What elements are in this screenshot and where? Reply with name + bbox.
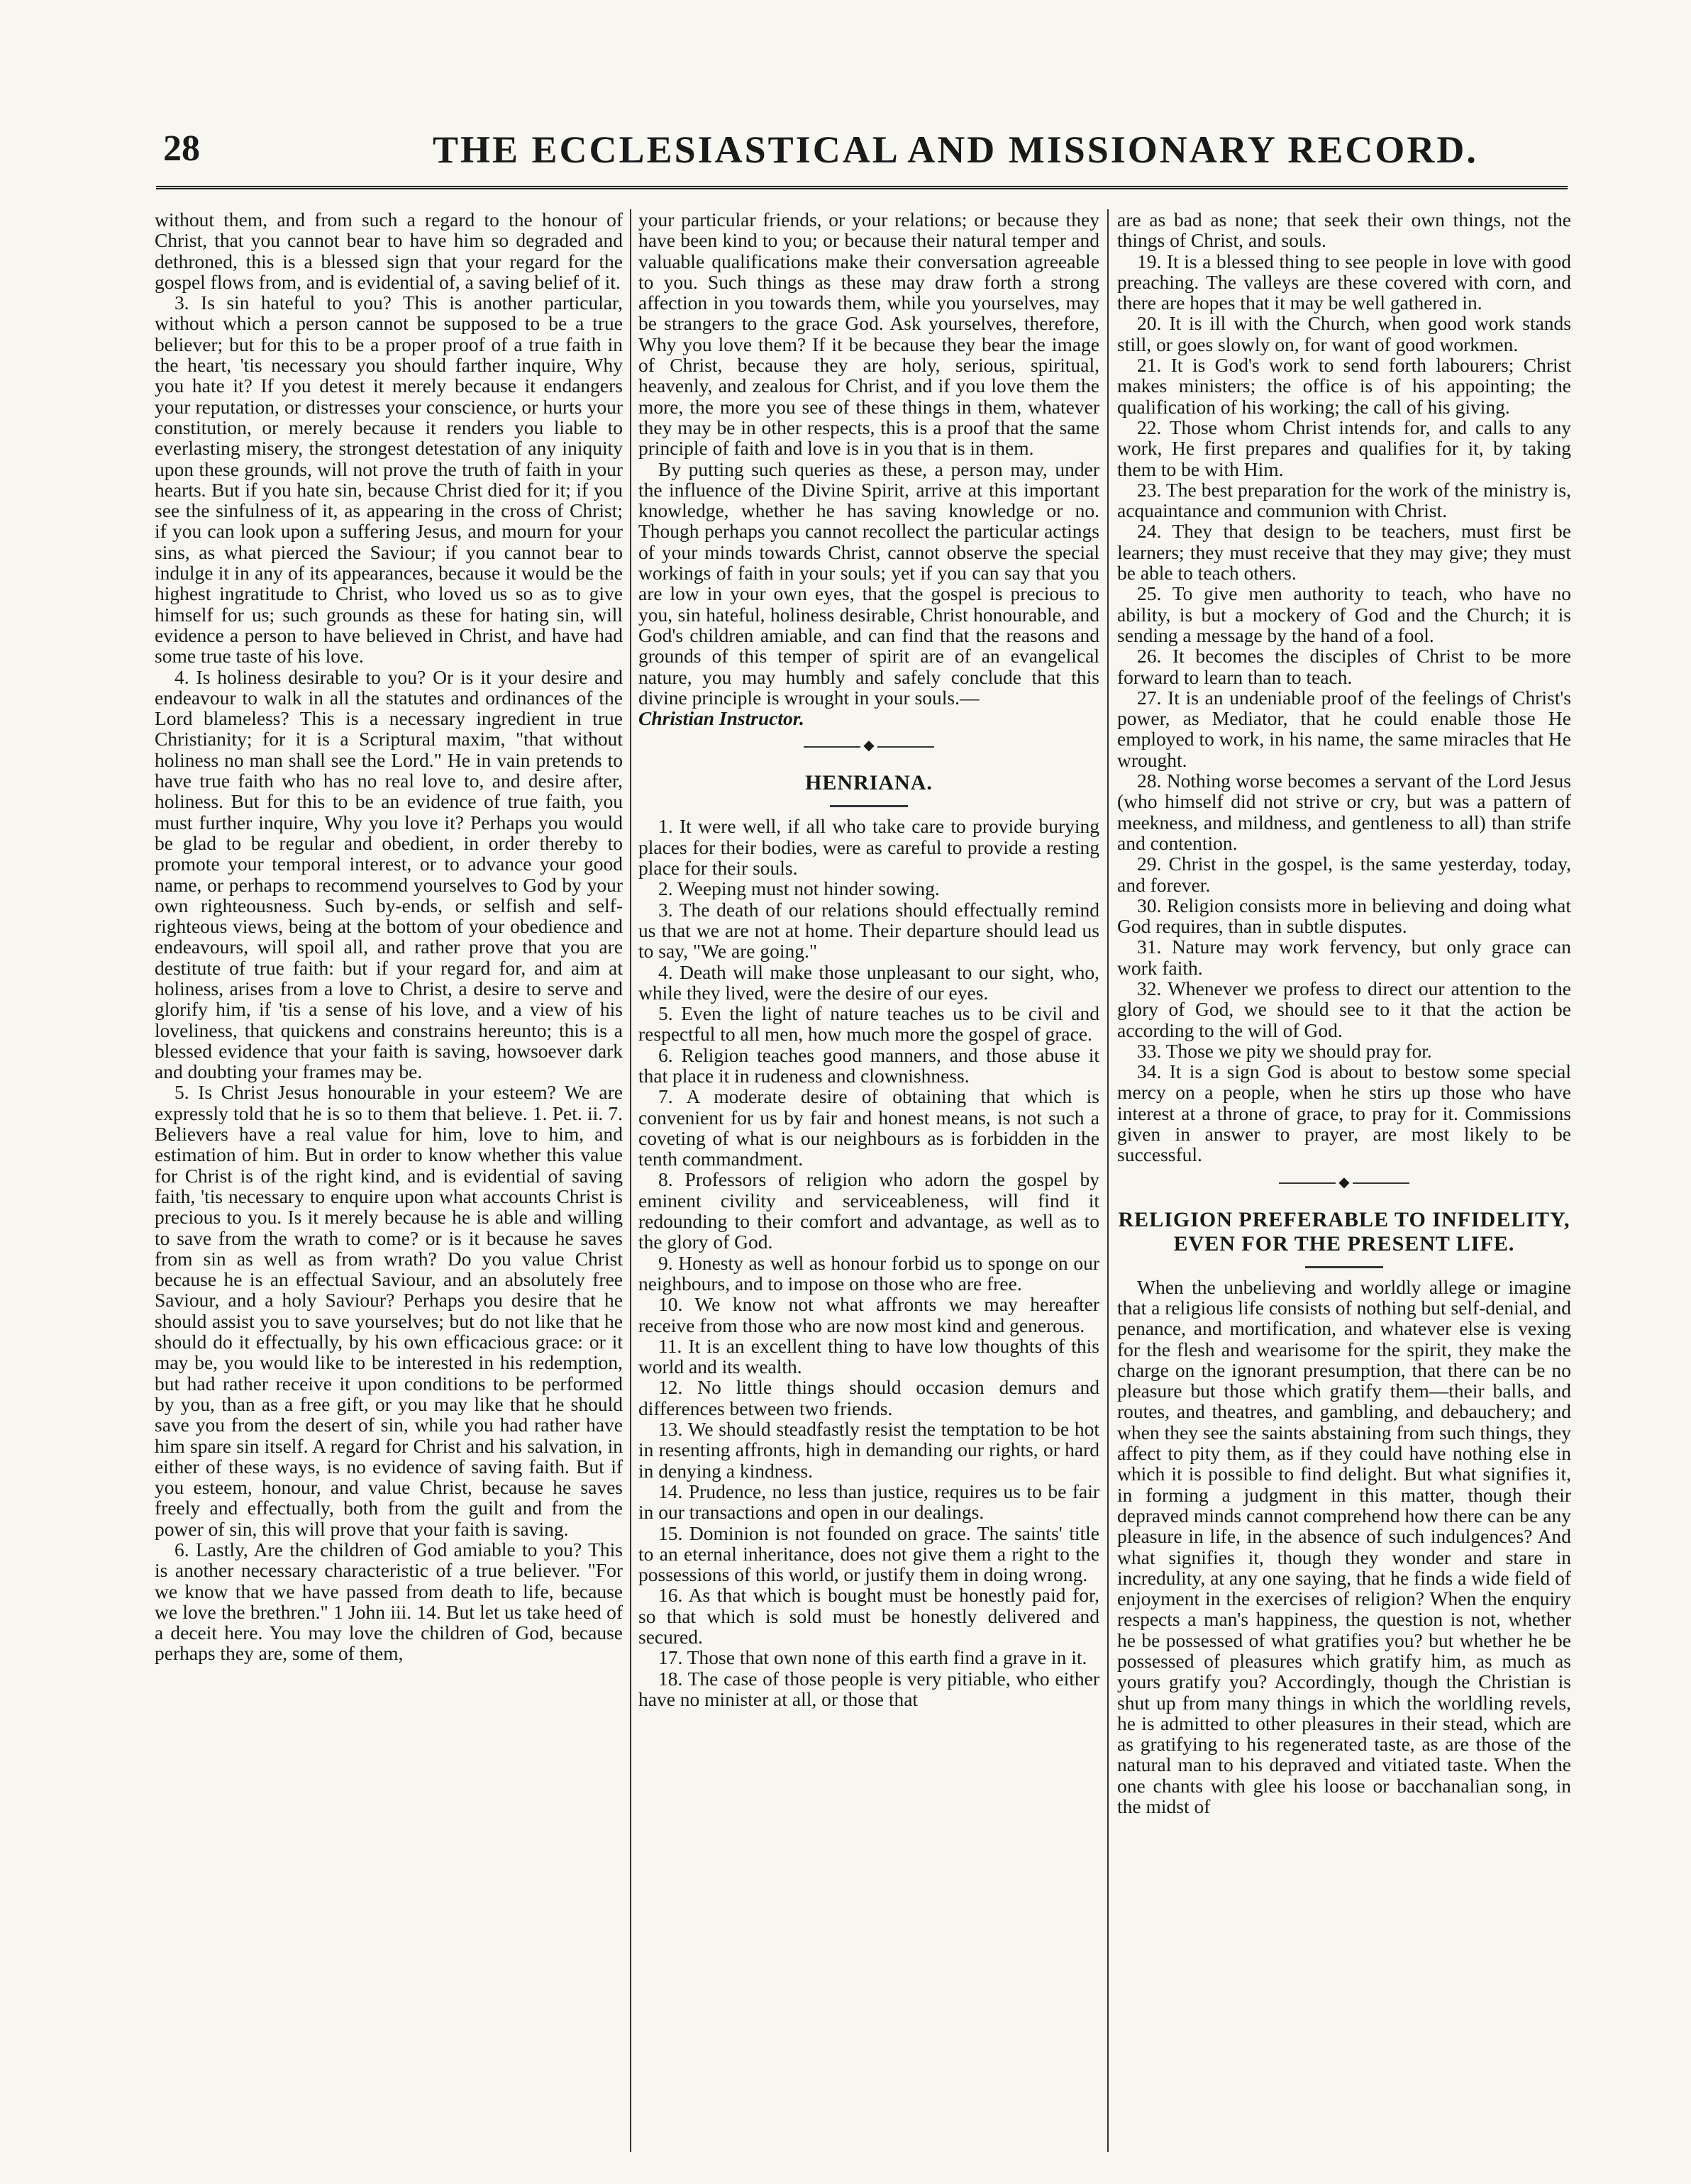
maxim: 14. Prudence, no less than justice, requires us to be fair in our transactions and open in our dealings. (638, 1480, 1099, 1524)
column-2 (638, 209, 1099, 2156)
header-rule (156, 186, 1568, 189)
maxim: 6. Religion teaches good manners, and those abuse it that place it in rudeness and clownishness. (638, 1043, 1099, 1087)
paragraph: 5. Is Christ Jesus honourable in your esteem? We are expressly told that he is so to them that believe. 1. Pet. ii. 7. Believers have a real value for him, love to him, and estimation of him. But in order to know whether this value for Christ is of the right kind, and is evidential of saving faith, 'tis necessary to enquire upon what accounts Christ is precious to you. Is it merely because he is able and willing to save from the wrath to come? or is it because he saves from sin as well as from wrath? Do you value Christ because he is an effectual Saviour, and an absolutely free Saviour, and a holy Saviour? Perhaps you desire that he should assist you to save yourselves; but do not like that he should do it effectually, by his own efficacious grace: or it may be, you would like to be interested in his redemption, but had rather receive it upon conditions to be performed by you, than as a free gift, or you may like that he should save you from the desert of sin, while you had rather have him spare sin itself. A regard for Christ and his salvation, in either of these ways, is no evidence of saving faith. But if you esteem, honour, and value Christ, because he saves freely and effectually, both from the guilt and from the power of sin, this will prove that your faith is saving. (155, 1081, 623, 1540)
paragraph: without them, and from such a regard to the honour of Christ, that you cannot bear to have him so degraded and dethroned, this is a blessed sign that your regard for the gospel flows from, and is evidential of, a saving belief of it. (155, 209, 623, 293)
maxim: 20. It is ill with the Church, when good work stands still, or goes slowly on, for want of good workmen. (1117, 312, 1571, 355)
paragraph: 4. Is holiness desirable to you? Or is it your desire and endeavour to walk in all the statutes and ordinances of the Lord blameless? This is a necessary ingredient in true Christianity; for it is a Scriptural maxim, "that without holiness no man shall see the Lord." He in vain pretends to have true faith who has no real love to, and desire after, holiness. But for this to be an evidence of true faith, you must further inquire, Why you love it? Perhaps you would be glad to be regular and obedient, in order thereby to promote your temporal interest, or to advance your good name, or perhaps to recommend yourselves to God by your own righteousness. Such by-ends, or selfish and self-righteous views, being at the bottom of your obedience and endeavours, will spoil all, and rather prove that you are destitute of true faith: but if your regard for, and aim at holiness, arises from a love to Christ, a desire to serve and glorify him, if 'tis a sense of his love, and a view of his loveliness, that quickens and constrains hereunto; this is a blessed evidence that your faith is saving, howsoever dark and doubting your frames may be. (155, 665, 623, 1083)
maxim: 16. As that which is bought must be honestly paid for, so that which is sold must be honestly delivered and secured. (638, 1584, 1099, 1648)
maxim: 9. Honesty as well as honour forbid us to sponge on our neighbours, and to impose on those who are free. (638, 1251, 1099, 1295)
maxim: 17. Those that own none of this earth find a grave in it. (658, 1646, 1087, 1669)
page-number: 28 (163, 128, 200, 169)
section-rule (1305, 1266, 1383, 1268)
maxim: 29. Christ in the gospel, is the same yesterday, today, and forever. (1117, 853, 1571, 896)
column-divider-2 (1107, 209, 1109, 2152)
maxim: 31. Nature may work fervency, but only grace can work faith. (1117, 936, 1571, 979)
maxim: 30. Religion consists more in believing and doing what God requires, than in subtle disputes. (1117, 894, 1571, 938)
maxim: 15. Dominion is not founded on grace. The saints' title to an eternal inheritance, does not give them a right to the possessions of this world, or justify them in doing wrong. (638, 1521, 1099, 1586)
section-rule (830, 805, 908, 807)
ornament-divider: ◆ (638, 738, 1099, 753)
maxim: 33. Those we pity we should pray for. (1137, 1039, 1432, 1062)
maxim: are as bad as none; that seek their own things, not the things of Christ, and souls. (1117, 209, 1571, 252)
page-header (156, 128, 1560, 177)
maxim: 10. We know not what affronts we may hereafter receive from those who are now most kind and generous. (638, 1293, 1099, 1336)
maxim: 28. Nothing worse becomes a servant of the Lord Jesus (who himself did not strive or cry, but was a pattern of meekness, and mildness, and gentleness to all) than strife and contention. (1117, 770, 1571, 854)
maxim: 13. We should steadfastly resist the temptation to be hot in resenting affronts, high in demanding our rights, or hard in denying a kindness. (638, 1418, 1099, 1482)
maxim: 12. No little things should occasion demurs and differences between two friends. (638, 1376, 1099, 1419)
maxim: 24. They that design to be teachers, must first be learners; they must receive that they may give; they must be able to teach others. (1117, 520, 1571, 584)
maxim: 22. Those whom Christ intends for, and calls to any work, He first prepares and qualifies for it, by taking them to be with Him. (1117, 416, 1571, 480)
maxim: 34. It is a sign God is about to bestow some special mercy on a people, when he stirs up those who have interest at a throne of grace, to pray for it. Commissions given in answer to prayer, are most likely to be successful. (1117, 1060, 1571, 1166)
maxim: 8. Professors of religion who adorn the gospel by eminent civility and serviceableness, will find it redounding to their comfort and advantage, as well as to the glory of God. (638, 1168, 1099, 1253)
maxim: 11. It is an excellent thing to have low thoughts of this world and its wealth. (638, 1334, 1099, 1378)
running-title: THE ECCLESIASTICAL AND MISSIONARY RECORD. (433, 128, 1478, 171)
maxim: 4. Death will make those unpleasant to our sight, who, while they lived, were the desire of our eyes. (638, 960, 1099, 1004)
paragraph: 3. Is sin hateful to you? This is another particular, without which a person cannot be supposed to be a true believer; but for this to be a proper proof of a true faith in the heart, 'tis necessary you should farther inquire, Why you hate it? If you detest it merely because it endangers your reputation, or distresses your conscience, or hurts your constitution, or merely because it renders you liable to everlasting misery, the strongest detestation of any iniquity upon these grounds, will not prove the truth of faith in your hearts. But if you hate sin, because Christ died for it; if you see the sinfulness of it, as appearing in the cross of Christ; if you can look upon a suffering Jesus, and mourn for your sins, as what pierced the Saviour; if you cannot bear to indulge it in any of its appearances, because it would be the highest ingratitude to Christ, who loved us so as to give himself for us; such grounds as these for hating sin, will evidence a person to have believed in Christ, and have had some true taste of his love. (155, 292, 623, 667)
maxim: 5. Even the light of nature teaches us to be civil and respectful to all men, how much more the gospel of grace. (638, 1002, 1099, 1046)
ornament-divider: ◆ (1117, 1175, 1571, 1190)
column-3 (1117, 209, 1571, 2156)
maxim: 2. Weeping must not hinder sowing. (658, 877, 940, 900)
maxim: 26. It becomes the disciples of Christ to be more forward to learn than to teach. (1117, 645, 1571, 688)
maxim: 19. It is a blessed thing to see people in love with good preaching. The valleys are these covered with corn, and there are hopes that it may be well gathered in. (1117, 250, 1571, 314)
maxim: 32. Whenever we profess to direct our attention to the glory of God, we should see to it that the action be according to the will of God. (1117, 977, 1571, 1041)
paragraph: 6. Lastly, Are the children of God amiable to you? This is another necessary characteristic of a true believer. "For we know that we have passed from death to life, because we love the brethren." 1 John iii. 14. But let us take heed of a deceit here. You may love the children of God, because perhaps they are, some of them, (155, 1539, 623, 1665)
column-1 (155, 209, 623, 2156)
section-title-henriana: HENRIANA. (805, 771, 933, 795)
maxim: 1. It were well, if all who take care to provide burying places for their bodies, were as careful to provide a resting place for their souls. (638, 815, 1099, 880)
paragraph: your particular friends, or your relations; or because they have been kind to you; or because their natural temper and valuable qualifications make their conversation agreeable to you. Such things as these may draw forth a strong affection in you towards them, while you yourselves, may be strangers to the grace God. Ask yourselves, therefore, Why you love them? If it be because they bear the image of Christ, because they are holy, serious, spiritual, heavenly, and zealous for Christ, and if you love them the more, the more you see of these things in them, whatever they may be in other respects, this is a proof that the same principle of faith and love is in you that is in them. (638, 209, 1099, 460)
maxim: 23. The best preparation for the work of the ministry is, acquaintance and communion with Christ. (1117, 478, 1571, 522)
column-divider-1 (630, 209, 631, 2152)
maxim: 25. To give men authority to teach, who have no ability, is but a mockery of God and the Church; it is sending a message by the hand of a fool. (1117, 582, 1571, 646)
paragraph: By putting such queries as these, a person may, under the influence of the Divine Spirit, arrive at this important knowledge, whether he has saving knowledge or no. Though perhaps you cannot recollect the particular actings of your minds towards Christ, cannot observe the special workings of faith in your souls; yet if you can say that you are low in your own eyes, that the gospel is precious to you, sin hateful, holiness desirable, Christ honourable, and God's children amiable, and can find that the reasons and grounds of this temper of spirit are of an evangelical nature, you may humbly and safely conclude that this divine principle is wrought in your souls.— (638, 458, 1099, 709)
section-title-religion: RELIGION PREFERABLE TO INFIDELITY, EVEN FOR THE PRESENT LIFE. (1118, 1207, 1570, 1255)
maxim: 7. A moderate desire of obtaining that which is convenient for us by fair and honest means, is not such a coveting of what is our neighbours as is forbidden in the tenth commandment. (638, 1085, 1099, 1170)
source-citation: Christian Instructor. (638, 707, 804, 730)
paragraph: When the unbelieving and worldly allege or imagine that a religious life consists of nothing but self-denial, and penance, and mortification, and whatever else is vexing for the flesh and wearisome for the spirit, they make the charge on the ignorant presumption, that there can be no pleasure but those which gratify them—their balls, and routes, and theatres, and gambling, and debauchery; and when they see the saints abstaining from such things, they affect to pity them, as if they could have nothing else in which it is possible to find delight. But what signifies it, in forming a judgment in this matter, though their depraved minds cannot comprehend how there can be any pleasure in life, in the absence of such indulgences? And what signifies it, though they wonder and stare in incredulity, at any one saying, that he finds a wide field of enjoyment in the exercises of religion? When the enquiry respects a man's happiness, the question is not, whether he be possessed of what gratifies you? but whether he be possessed of pleasures which gratify him, as much as yours gratify you? Accordingly, though the Christian is shut up from many things in which the worldling revels, he is admitted to other pleasures in their stead, which are as gratifying to his regenerated taste, as are those of the natural man to his depraved and vitiated taste. When the one chants with glee his loose or bacchanalian song, in the midst of (1117, 1275, 1571, 1818)
maxim: 27. It is an undeniable proof of the feelings of Christ's power, as Mediator, that he could enable those He employed to work, in his name, the same miracles that He wrought. (1117, 686, 1571, 771)
maxim: 21. It is God's work to send forth labourers; Christ makes ministers; the office is of his appointing; the qualification of his working; the call of his giving. (1117, 354, 1571, 418)
maxim: 18. The case of those people is very pitiable, who either have no minister at all, or those that (638, 1667, 1099, 1710)
maxim: 3. The death of our relations should effectually remind us that we are not at home. Their departure should lead us to say, "We are going." (638, 898, 1099, 963)
